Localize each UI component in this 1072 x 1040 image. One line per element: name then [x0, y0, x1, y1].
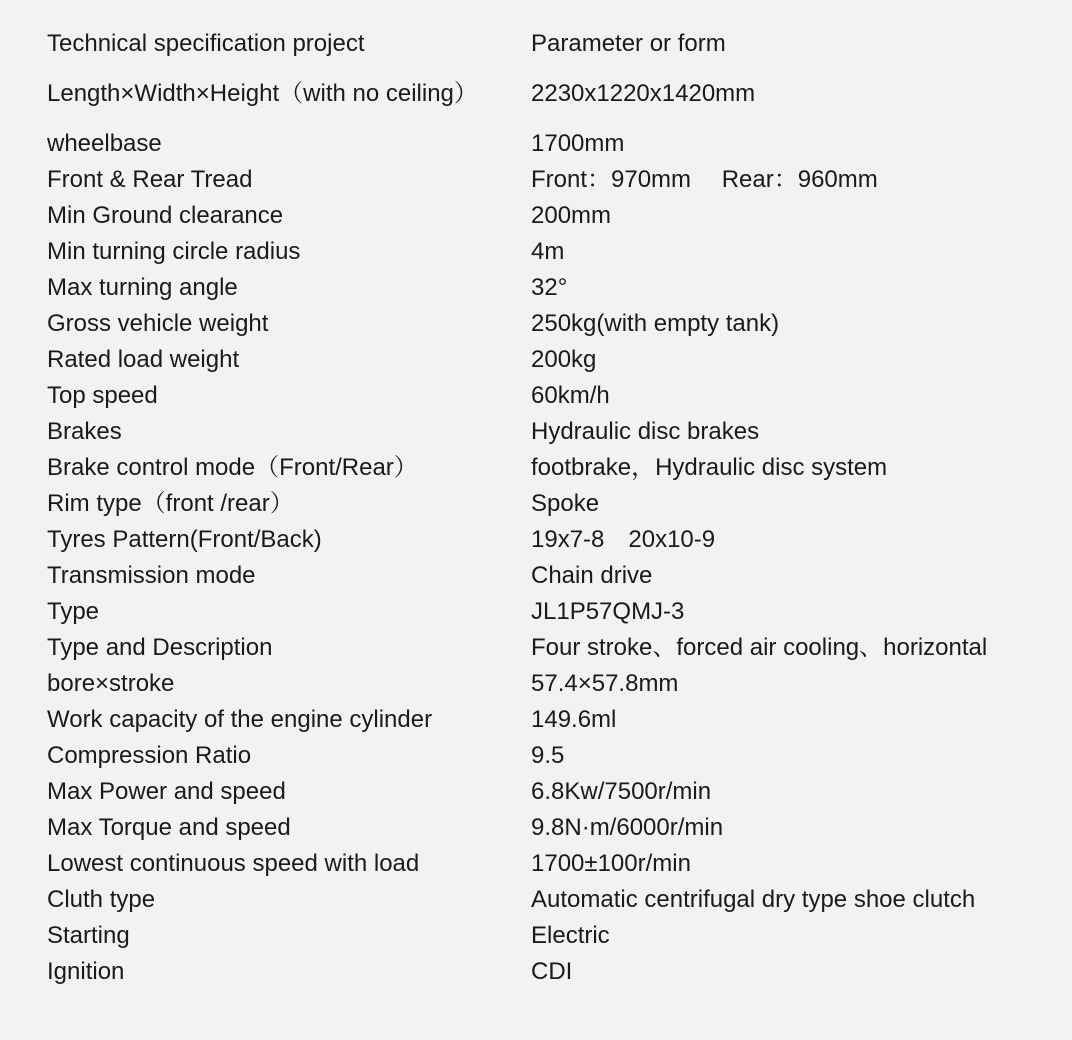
spec-parameter-cell	[8, 558, 528, 594]
spec-row	[8, 62, 1064, 126]
spec-value-cell	[528, 414, 1064, 450]
spec-value-cell	[528, 918, 1064, 954]
spec-row	[8, 918, 1064, 954]
spec-row	[8, 486, 1064, 522]
spec-parameter-cell	[8, 810, 528, 846]
spec-parameter-label: Gross vehicle weight	[47, 310, 269, 337]
spec-value-cell	[528, 342, 1064, 378]
spec-parameter-cell	[8, 954, 528, 990]
spec-parameter-cell	[8, 918, 528, 954]
spec-parameter-cell	[8, 342, 528, 378]
spec-value-text: Parameter or form	[531, 30, 726, 57]
spec-parameter-label: Max Power and speed	[47, 778, 286, 805]
spec-parameter-cell	[8, 414, 528, 450]
spec-parameter-cell	[8, 774, 528, 810]
spec-row	[8, 738, 1064, 774]
spec-parameter-label: Starting	[47, 922, 130, 949]
spec-value-cell	[528, 162, 1064, 198]
spec-value-text: Electric	[531, 922, 610, 949]
spec-row	[8, 126, 1064, 162]
spec-parameter-cell	[8, 126, 528, 162]
spec-parameter-cell	[8, 882, 528, 918]
spec-value-text: 200kg	[531, 346, 597, 373]
spec-value-text: 200mm	[531, 202, 612, 229]
spec-parameter-label: Max turning angle	[47, 274, 238, 301]
spec-parameter-label: Compression Ratio	[47, 742, 252, 769]
spec-value-cell	[528, 26, 1064, 62]
spec-row	[8, 846, 1064, 882]
spec-row	[8, 954, 1064, 990]
spec-parameter-cell	[8, 450, 528, 486]
spec-parameter-label: Brake control mode（Front/Rear）	[47, 454, 418, 481]
spec-parameter-cell	[8, 594, 528, 630]
spec-value-cell	[528, 810, 1064, 846]
spec-table-body	[8, 26, 1064, 990]
spec-parameter-cell	[8, 522, 528, 558]
spec-row	[8, 270, 1064, 306]
spec-value-text: 149.6ml	[531, 706, 617, 733]
spec-parameter-label: Length×Width×Height（with no ceiling）	[47, 80, 478, 107]
spec-value-cell	[528, 738, 1064, 774]
spec-parameter-label: Min Ground clearance	[47, 202, 284, 229]
spec-value-cell	[528, 702, 1064, 738]
spec-value-text: 6.8Kw/7500r/min	[531, 778, 712, 805]
spec-value-cell	[528, 198, 1064, 234]
spec-value-text: 1700mm	[531, 130, 625, 157]
spec-parameter-cell	[8, 846, 528, 882]
spec-parameter-cell	[8, 62, 528, 126]
spec-value-cell	[528, 774, 1064, 810]
spec-row	[8, 774, 1064, 810]
spec-parameter-cell	[8, 234, 528, 270]
spec-row	[8, 558, 1064, 594]
spec-value-text: 2230x1220x1420mm	[531, 80, 756, 107]
spec-value-cell	[528, 234, 1064, 270]
spec-value-cell	[528, 558, 1064, 594]
spec-value-cell	[528, 378, 1064, 414]
spec-value-cell	[528, 846, 1064, 882]
spec-row	[8, 630, 1064, 666]
spec-parameter-label: Type and Description	[47, 634, 273, 661]
spec-row	[8, 414, 1064, 450]
spec-row	[8, 702, 1064, 738]
spec-row	[8, 162, 1064, 198]
spec-parameter-cell	[8, 198, 528, 234]
spec-value-text: 60km/h	[531, 382, 610, 409]
spec-parameter-label: Front & Rear Tread	[47, 166, 253, 193]
spec-parameter-label: Min turning circle radius	[47, 238, 301, 265]
spec-value-text: 4m	[531, 238, 565, 265]
spec-parameter-cell	[8, 162, 528, 198]
spec-value-text: 250kg(with empty tank)	[531, 310, 780, 337]
spec-parameter-label: Top speed	[47, 382, 158, 409]
spec-row	[8, 522, 1064, 558]
spec-parameter-label: Rated load weight	[47, 346, 240, 373]
spec-value-text: Four stroke、forced air cooling、horizontal	[531, 634, 988, 661]
spec-value-text: CDI	[531, 958, 573, 985]
spec-parameter-label: Type	[47, 598, 100, 625]
spec-parameter-label: Ignition	[47, 958, 125, 985]
spec-row	[8, 450, 1064, 486]
spec-parameter-label: Lowest continuous speed with load	[47, 850, 420, 877]
spec-row	[8, 342, 1064, 378]
spec-row	[8, 666, 1064, 702]
spec-value-cell	[528, 126, 1064, 162]
spec-value-cell	[528, 522, 1064, 558]
spec-row	[8, 810, 1064, 846]
spec-parameter-label: Technical specification project	[47, 30, 365, 57]
spec-value-cell	[528, 306, 1064, 342]
spec-value-cell	[528, 666, 1064, 702]
spec-value-text: Chain drive	[531, 562, 653, 589]
spec-row	[8, 306, 1064, 342]
spec-parameter-cell	[8, 630, 528, 666]
spec-row	[8, 882, 1064, 918]
spec-value-text: 32°	[531, 274, 568, 301]
spec-parameter-label: Max Torque and speed	[47, 814, 291, 841]
spec-parameter-label: Tyres Pattern(Front/Back)	[47, 526, 322, 553]
spec-value-text: Front：970mm Rear：960mm	[531, 166, 878, 193]
spec-row	[8, 234, 1064, 270]
spec-value-cell	[528, 594, 1064, 630]
spec-parameter-label: Work capacity of the engine cylinder	[47, 706, 433, 733]
spec-parameter-label: bore×stroke	[47, 670, 175, 697]
spec-parameter-label: Transmission mode	[47, 562, 256, 589]
spec-row	[8, 26, 1064, 62]
spec-parameter-cell	[8, 486, 528, 522]
spec-value-cell	[528, 450, 1064, 486]
spec-parameter-label: Brakes	[47, 418, 122, 445]
spec-table	[8, 26, 1064, 990]
spec-value-cell	[528, 486, 1064, 522]
spec-value-text: Hydraulic disc brakes	[531, 418, 760, 445]
spec-row	[8, 378, 1064, 414]
spec-value-text: Spoke	[531, 490, 600, 517]
spec-value-cell	[528, 954, 1064, 990]
spec-value-cell	[528, 630, 1064, 666]
spec-value-text: 57.4×57.8mm	[531, 670, 679, 697]
spec-value-cell	[528, 62, 1064, 126]
spec-value-cell	[528, 882, 1064, 918]
spec-parameter-cell	[8, 26, 528, 62]
spec-value-text: 1700±100r/min	[531, 850, 691, 877]
spec-parameter-cell	[8, 702, 528, 738]
spec-value-text: 9.8N·m/6000r/min	[531, 814, 724, 841]
spec-value-text: Automatic centrifugal dry type shoe clutch	[531, 886, 976, 913]
spec-row	[8, 198, 1064, 234]
spec-row	[8, 594, 1064, 630]
spec-parameter-cell	[8, 378, 528, 414]
spec-parameter-label: Cluth type	[47, 886, 156, 913]
spec-parameter-cell	[8, 666, 528, 702]
spec-parameter-cell	[8, 270, 528, 306]
spec-value-cell	[528, 270, 1064, 306]
spec-parameter-cell	[8, 306, 528, 342]
spec-value-text: JL1P57QMJ-3	[531, 598, 685, 625]
spec-parameter-label: wheelbase	[47, 130, 162, 157]
spec-value-text: 9.5	[531, 742, 565, 769]
spec-value-text: footbrake，Hydraulic disc system	[531, 454, 888, 481]
spec-parameter-label: Rim type（front /rear）	[47, 490, 294, 517]
spec-parameter-cell	[8, 738, 528, 774]
spec-value-text: 19x7-8 20x10-9	[531, 526, 716, 553]
